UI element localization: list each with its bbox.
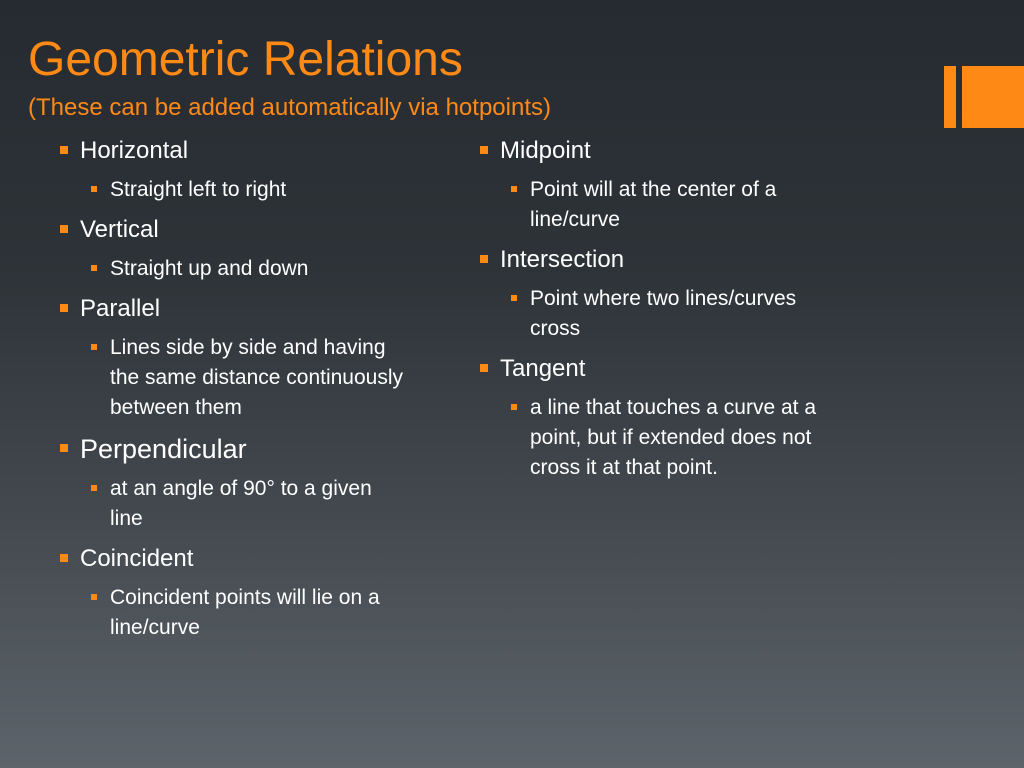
sub-bullet xyxy=(478,175,898,235)
bullet-label: Parallel xyxy=(80,295,161,322)
sub-bullet-text: point, but if extended does not xyxy=(530,426,812,449)
bullet-perpendicular xyxy=(58,433,478,465)
square-bullet-icon xyxy=(480,146,488,154)
sub-bullet-text: line/curve xyxy=(530,208,620,231)
square-bullet-icon xyxy=(91,485,97,491)
sub-bullet xyxy=(58,254,478,284)
sub-bullet-text: Straight up and down xyxy=(110,257,309,280)
bullet-label: Tangent xyxy=(500,355,586,382)
square-bullet-icon xyxy=(60,304,68,312)
sub-bullet xyxy=(58,333,478,423)
right-column xyxy=(478,136,898,483)
sub-bullet-text: line/curve xyxy=(110,616,200,639)
square-bullet-icon xyxy=(60,225,68,233)
square-bullet-icon xyxy=(480,255,488,263)
bullet-midpoint xyxy=(478,136,898,166)
square-bullet-icon xyxy=(60,146,68,154)
sub-bullet-text: at an angle of 90° to a given xyxy=(110,477,372,500)
sub-bullet-text: Point will at the center of a xyxy=(530,178,777,201)
sub-bullet-text: Point where two lines/curves xyxy=(530,287,797,310)
square-bullet-icon xyxy=(91,594,97,600)
sub-bullet-text: between them xyxy=(110,396,242,419)
bullet-label: Horizontal xyxy=(80,137,189,164)
sub-bullet-text: the same distance continuously xyxy=(110,366,404,389)
square-bullet-icon xyxy=(511,404,517,410)
slide-title: Geometric Relations xyxy=(28,33,463,86)
slide-subtitle: (These can be added automatically via hotpoints) xyxy=(28,94,551,121)
bullet-vertical xyxy=(58,215,478,245)
accent-bar-thick xyxy=(962,66,1024,128)
bullet-horizontal xyxy=(58,136,478,166)
bullet-tangent xyxy=(478,354,898,384)
bullet-label: Intersection xyxy=(500,246,625,273)
square-bullet-icon xyxy=(480,364,488,372)
bullet-label: Perpendicular xyxy=(80,434,247,464)
square-bullet-icon xyxy=(60,554,68,562)
sub-bullet-text: Coincident points will lie on a xyxy=(110,586,380,609)
square-bullet-icon xyxy=(511,295,517,301)
bullet-parallel xyxy=(58,294,478,324)
sub-bullet xyxy=(478,393,898,483)
left-column xyxy=(58,136,478,643)
square-bullet-icon xyxy=(60,444,68,452)
square-bullet-icon xyxy=(91,265,97,271)
sub-bullet-text: cross xyxy=(530,317,581,340)
square-bullet-icon xyxy=(91,344,97,350)
bullet-label: Coincident xyxy=(80,545,194,572)
accent-bar-thin xyxy=(944,66,956,128)
sub-bullet-text: Lines side by side and having xyxy=(110,336,386,359)
accent-bars xyxy=(944,66,1024,128)
bullet-label: Vertical xyxy=(80,216,159,243)
sub-bullet-text: a line that touches a curve at a xyxy=(530,396,817,419)
bullet-label: Midpoint xyxy=(500,137,591,164)
sub-bullet xyxy=(478,284,898,344)
bullet-coincident xyxy=(58,544,478,574)
bullet-intersection xyxy=(478,245,898,275)
sub-bullet xyxy=(58,175,478,205)
sub-bullet-text: cross it at that point. xyxy=(530,456,718,479)
square-bullet-icon xyxy=(91,186,97,192)
sub-bullet-text: line xyxy=(110,507,143,530)
square-bullet-icon xyxy=(511,186,517,192)
sub-bullet-text: Straight left to right xyxy=(110,178,287,201)
sub-bullet xyxy=(58,474,478,534)
sub-bullet xyxy=(58,583,478,643)
